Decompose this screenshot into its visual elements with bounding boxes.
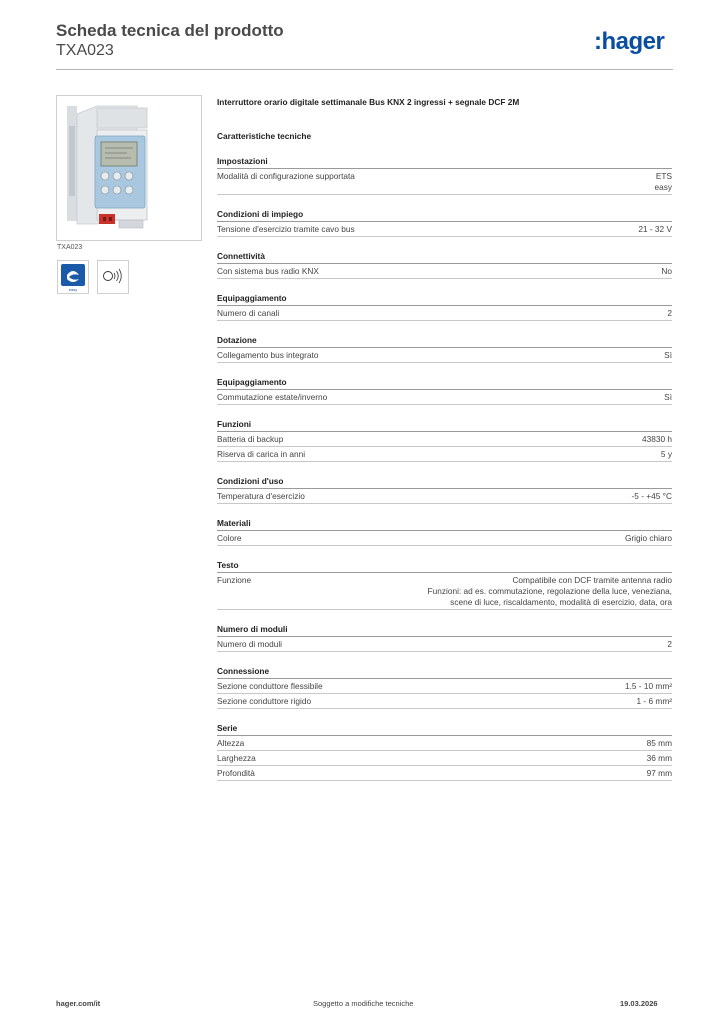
- spec-value-line: 85 mm: [646, 738, 672, 748]
- spec-row: [217, 169, 672, 195]
- easy-logo-icon: [58, 261, 88, 293]
- spec-label: Numero di moduli: [217, 639, 283, 649]
- spec-label: Tensione d'esercizio tramite cavo bus: [217, 224, 355, 234]
- badge-label: easy: [68, 287, 78, 292]
- spec-value: [654, 171, 672, 193]
- spec-section: [217, 476, 672, 504]
- spec-value-line: Sì: [664, 350, 672, 360]
- spec-row: [217, 222, 672, 237]
- spec-value-line: 36 mm: [646, 753, 672, 763]
- spec-row: [217, 637, 672, 652]
- section-title: Equipaggiamento: [217, 377, 672, 390]
- section-title: Serie: [217, 723, 672, 736]
- section-title: Condizioni d'uso: [217, 476, 672, 489]
- spec-label: Collegamento bus integrato: [217, 350, 319, 360]
- product-name: Interruttore orario digitale settimanale Bus KNX 2 ingressi + segnale DCF 2M: [217, 97, 520, 107]
- spec-value: [428, 575, 672, 608]
- spec-value: [638, 224, 672, 235]
- spec-section: [217, 209, 672, 237]
- spec-row: [217, 573, 672, 610]
- spec-label: Batteria di backup: [217, 434, 284, 444]
- spec-value-line: scene di luce, riscaldamento, modalità di esercizio, data, ora: [450, 597, 672, 607]
- radio-antenna-icon: [98, 261, 128, 293]
- spec-label: Sezione conduttore flessibile: [217, 681, 323, 691]
- section-title: Connessione: [217, 666, 672, 679]
- spec-value: [661, 449, 672, 460]
- spec-row: [217, 390, 672, 405]
- spec-value-line: Compatibile con DCF tramite antenna radio: [512, 575, 672, 585]
- spec-label: Commutazione estate/inverno: [217, 392, 328, 402]
- section-title: Equipaggiamento: [217, 293, 672, 306]
- spec-value-line: 43830 h: [642, 434, 672, 444]
- spec-row: [217, 531, 672, 546]
- section-title: Funzioni: [217, 419, 672, 432]
- spec-section: [217, 156, 672, 195]
- spec-value-line: -5 - +45 °C: [631, 491, 672, 501]
- spec-section: [217, 419, 672, 462]
- spec-row: [217, 432, 672, 447]
- spec-sections: [217, 156, 672, 781]
- image-caption: TXA023: [57, 244, 83, 251]
- spec-value: [647, 768, 672, 779]
- spec-value: [664, 392, 672, 403]
- spec-value-line: Sì: [664, 392, 672, 402]
- spec-value: [625, 681, 672, 692]
- spec-row: [217, 264, 672, 279]
- page-header: [56, 20, 284, 60]
- spec-row: [217, 489, 672, 504]
- spec-label: Altezza: [217, 738, 245, 748]
- spec-section: [217, 723, 672, 781]
- spec-row: [217, 306, 672, 321]
- product-image: [56, 95, 202, 241]
- spec-value: [637, 696, 673, 707]
- spec-value-line: No: [661, 266, 672, 276]
- specs-content: [217, 96, 672, 781]
- footer-note: Soggetto a modifiche tecniche: [313, 999, 414, 1008]
- section-title: Connettività: [217, 251, 672, 264]
- spec-label: Con sistema bus radio KNX: [217, 266, 319, 276]
- footer-date: 19.03.2026: [620, 999, 658, 1008]
- spec-value-line: ETS: [655, 171, 672, 181]
- spec-value: [632, 491, 672, 502]
- spec-value-line: 5 y: [660, 449, 672, 459]
- section-title: Condizioni di impiego: [217, 209, 672, 222]
- spec-label: Funzione: [217, 575, 252, 585]
- header-divider: [56, 69, 673, 70]
- spec-label: Colore: [217, 533, 242, 543]
- section-title: Impostazioni: [217, 156, 672, 169]
- spec-value: [647, 738, 672, 749]
- spec-row: [217, 679, 672, 694]
- spec-section: [217, 377, 672, 405]
- page-title: Scheda tecnica del prodotto: [56, 21, 284, 40]
- spec-value-line: 1 - 6 mm²: [636, 696, 672, 706]
- specs-heading: Caratteristiche tecniche: [217, 131, 312, 141]
- spec-value-line: Funzioni: ad es. commutazione, regolazione della luce, veneziana,: [427, 586, 672, 596]
- spec-value: [625, 533, 672, 544]
- spec-section: [217, 251, 672, 279]
- spec-label: Modalità di configurazione supportata: [217, 171, 355, 181]
- section-title: Materiali: [217, 518, 672, 531]
- spec-row: [217, 751, 672, 766]
- section-title: Dotazione: [217, 335, 672, 348]
- hager-logo[interactable]: :hager: [594, 28, 665, 55]
- spec-value-line: 2: [667, 308, 672, 318]
- spec-section: [217, 335, 672, 363]
- spec-row: [217, 447, 672, 462]
- spec-row: [217, 736, 672, 751]
- spec-label: Sezione conduttore rigido: [217, 696, 312, 706]
- spec-value: [664, 350, 672, 361]
- spec-value-line: easy: [654, 182, 672, 192]
- spec-value-line: 21 - 32 V: [638, 224, 672, 234]
- spec-value: [667, 308, 672, 319]
- spec-section: [217, 666, 672, 709]
- radio-badge: [97, 260, 129, 294]
- spec-value-line: 1.5 - 10 mm²: [624, 681, 672, 691]
- section-title: Numero di moduli: [217, 624, 672, 637]
- spec-row: [217, 694, 672, 709]
- spec-label: Larghezza: [217, 753, 256, 763]
- spec-row: [217, 766, 672, 781]
- spec-label: Numero di canali: [217, 308, 280, 318]
- din-rail-timer-device-icon: [57, 96, 201, 240]
- spec-value: [647, 753, 672, 764]
- spec-label: Profondità: [217, 768, 255, 778]
- section-title: Testo: [217, 560, 672, 573]
- spec-value: [661, 266, 672, 277]
- spec-value: [667, 639, 672, 650]
- easy-logo-badge: [57, 260, 89, 294]
- spec-section: [217, 293, 672, 321]
- spec-section: [217, 624, 672, 652]
- spec-label: Temperatura d'esercizio: [217, 491, 305, 501]
- spec-label: Riserva di carica in anni: [217, 449, 306, 459]
- spec-section: [217, 518, 672, 546]
- footer-website[interactable]: hager.com/it: [56, 999, 101, 1008]
- spec-value-line: Grigio chiaro: [624, 533, 672, 543]
- spec-value-line: 2: [667, 639, 672, 649]
- spec-value-line: 97 mm: [646, 768, 672, 778]
- spec-value: [642, 434, 672, 445]
- spec-row: [217, 348, 672, 363]
- product-code: TXA023: [56, 42, 114, 59]
- spec-section: [217, 560, 672, 610]
